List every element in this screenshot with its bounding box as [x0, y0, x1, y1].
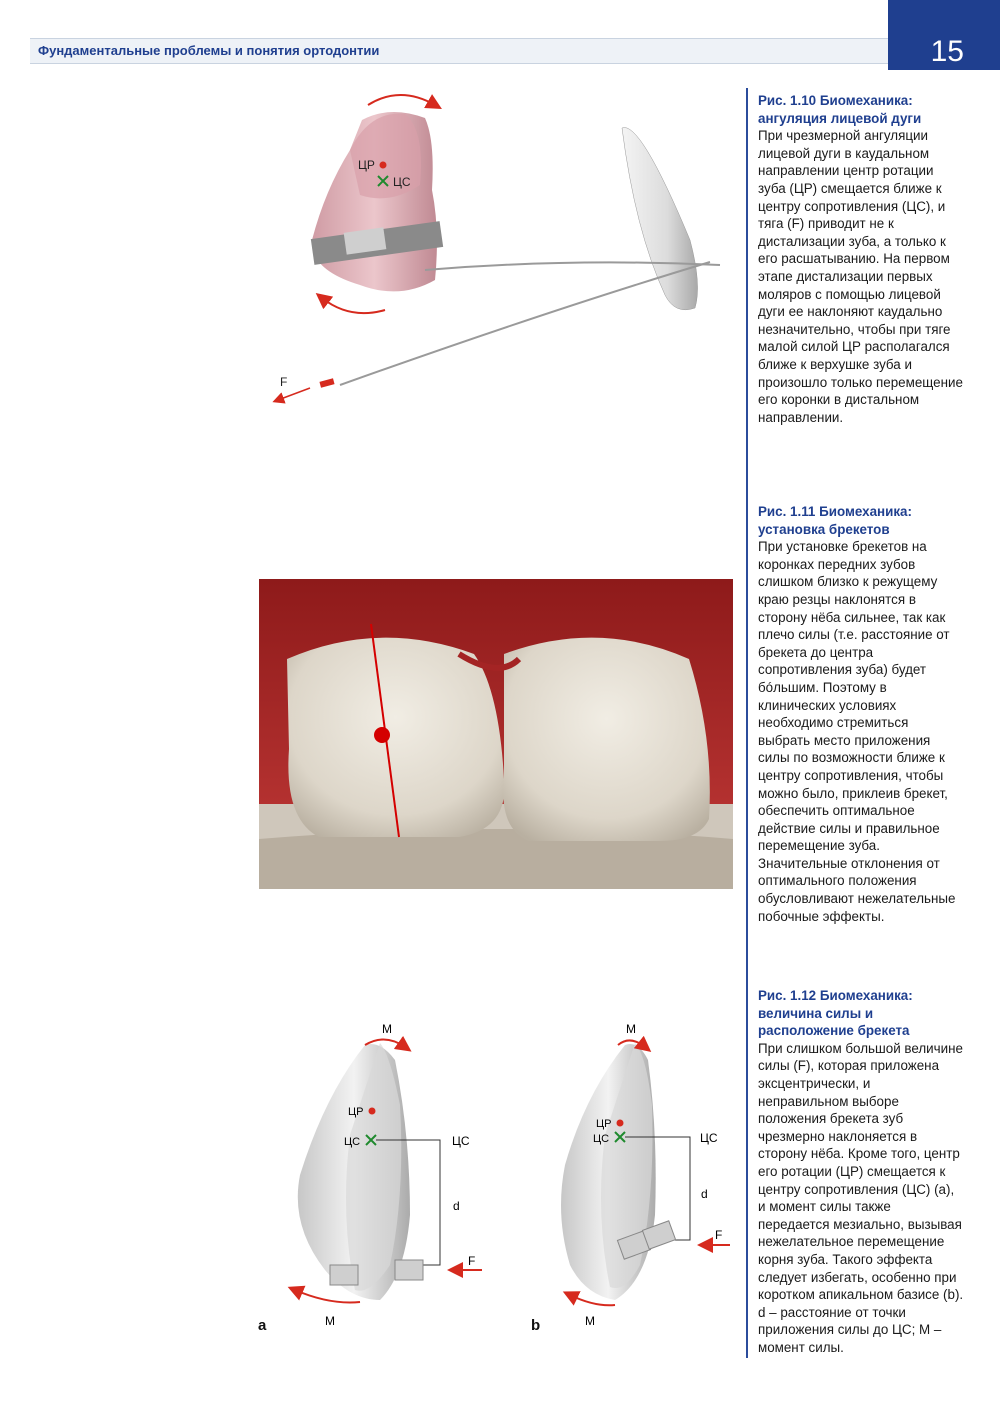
- caption-fig-1-12-heading: Рис. 1.12 Биомеханика: величина силы и расположение брекета: [758, 988, 913, 1039]
- caption-fig-1-12: [758, 987, 964, 1356]
- label-m-bottom: M: [585, 1314, 595, 1328]
- canine-icon: [622, 128, 698, 310]
- label-cs-right: ЦС: [452, 1134, 470, 1148]
- traction-hook-icon: [319, 378, 334, 387]
- running-header-title: Фундаментальные проблемы и понятия ортодонтии: [38, 43, 380, 58]
- label-cs: ЦС: [344, 1136, 361, 1148]
- center-of-resistance-dot: [374, 727, 390, 743]
- caption-fig-1-10: [758, 92, 964, 426]
- caption-fig-1-11-heading: Рис. 1.11 Биомеханика: установка брекетов: [758, 504, 912, 537]
- bracket-icon-2: [395, 1260, 423, 1280]
- label-cr: ЦР: [348, 1106, 364, 1118]
- rotation-arrow-bottom-icon: [322, 298, 385, 313]
- caption-fig-1-10-heading: Рис. 1.10 Биомеханика: ангуляция лицевой дуги: [758, 93, 922, 126]
- label-cr: ЦР: [358, 158, 375, 172]
- figure-1-10-illustration: [250, 80, 730, 420]
- subfigure-label-b: b: [531, 1317, 541, 1334]
- rotation-arrow-top-icon: [368, 95, 435, 105]
- figure-1-11-photo: [259, 579, 733, 889]
- figure-1-12b-illustration: [540, 1015, 740, 1345]
- running-header: [30, 38, 888, 64]
- page-number: 15: [930, 35, 964, 68]
- label-m-top: M: [626, 1022, 636, 1036]
- subfigure-label-a: a: [258, 1317, 267, 1334]
- page-number-box: [888, 0, 1000, 70]
- caption-fig-1-11-body: При установке брекетов на коронках передних зубов слишком близко к режущему краю резцы наклонятся в сторону нёба сильнее, так как плечо силы (т.е. расстояние от брекета до центра сопротивления зуба) будет бóльшим. Поэтому в клинических условиях необходимо стремиться выбрать место приложения силы по возможности ближе к центру сопротивления, чтобы можно было, приклеив брекет, обеспечить оптимальное действие силы и правильное перемещение зуба. Значительные отклонения от оптимального положения обусловливают нежелательные побочные эффекты.: [758, 539, 956, 924]
- label-cs: ЦС: [593, 1133, 610, 1145]
- label-d: d: [701, 1187, 708, 1201]
- label-m-bottom: M: [325, 1314, 335, 1328]
- figure-1-12a-illustration: [270, 1015, 500, 1345]
- label-f: F: [715, 1228, 723, 1242]
- caption-fig-1-10-body: При чрезмерной ангуляции лицевой дуги в каудальном направлении центр ротации зуба (ЦР) смещается ближе к центру сопротивления (ЦС), и тяга (F) приводит не к дистализации зуба, а только к его расшатыванию. На первом этапе дистализации первых моляров с помощью лицевой дуги ее наклоняют каудально незначительно, чтобы при тяге малой силой ЦР располагался ближе к верхушке зуба и произошло только перемещение его коронки в дистальном направлении.: [758, 128, 963, 425]
- label-cs: ЦС: [393, 175, 411, 189]
- caption-fig-1-11: [758, 503, 964, 925]
- label-cs-right: ЦС: [700, 1131, 718, 1145]
- caption-fig-1-12-body: При слишком большой величине силы (F), которая приложена эксцентрически, и неправильном выборе положения брекета зуб чрезмерно наклоняется в сторону нёба. Кроме того, центр его ротации (ЦР) смещается к центру сопротивления (ЦС) (a), и момент силы также передается мезиально, вызывая нежелательное перемещение корня зуба. Такого эффекта следует избегать, особенно при коротком апикальном базисе (b). d – расстояние от точки приложения силы до ЦС; M – момент силы.: [758, 1040, 964, 1355]
- label-f: F: [468, 1254, 476, 1268]
- force-arrow-icon: [278, 388, 310, 400]
- center-of-rotation-marker: [369, 1108, 376, 1115]
- label-f: F: [280, 375, 288, 389]
- label-m-top: M: [382, 1022, 392, 1036]
- label-d: d: [453, 1199, 460, 1213]
- center-of-rotation-marker: [380, 162, 387, 169]
- label-cr: ЦР: [596, 1118, 612, 1130]
- bracket-icon: [330, 1265, 358, 1285]
- caption-column-rule: [746, 88, 748, 1358]
- center-of-rotation-marker: [617, 1120, 624, 1127]
- right-incisor-icon: [503, 638, 710, 841]
